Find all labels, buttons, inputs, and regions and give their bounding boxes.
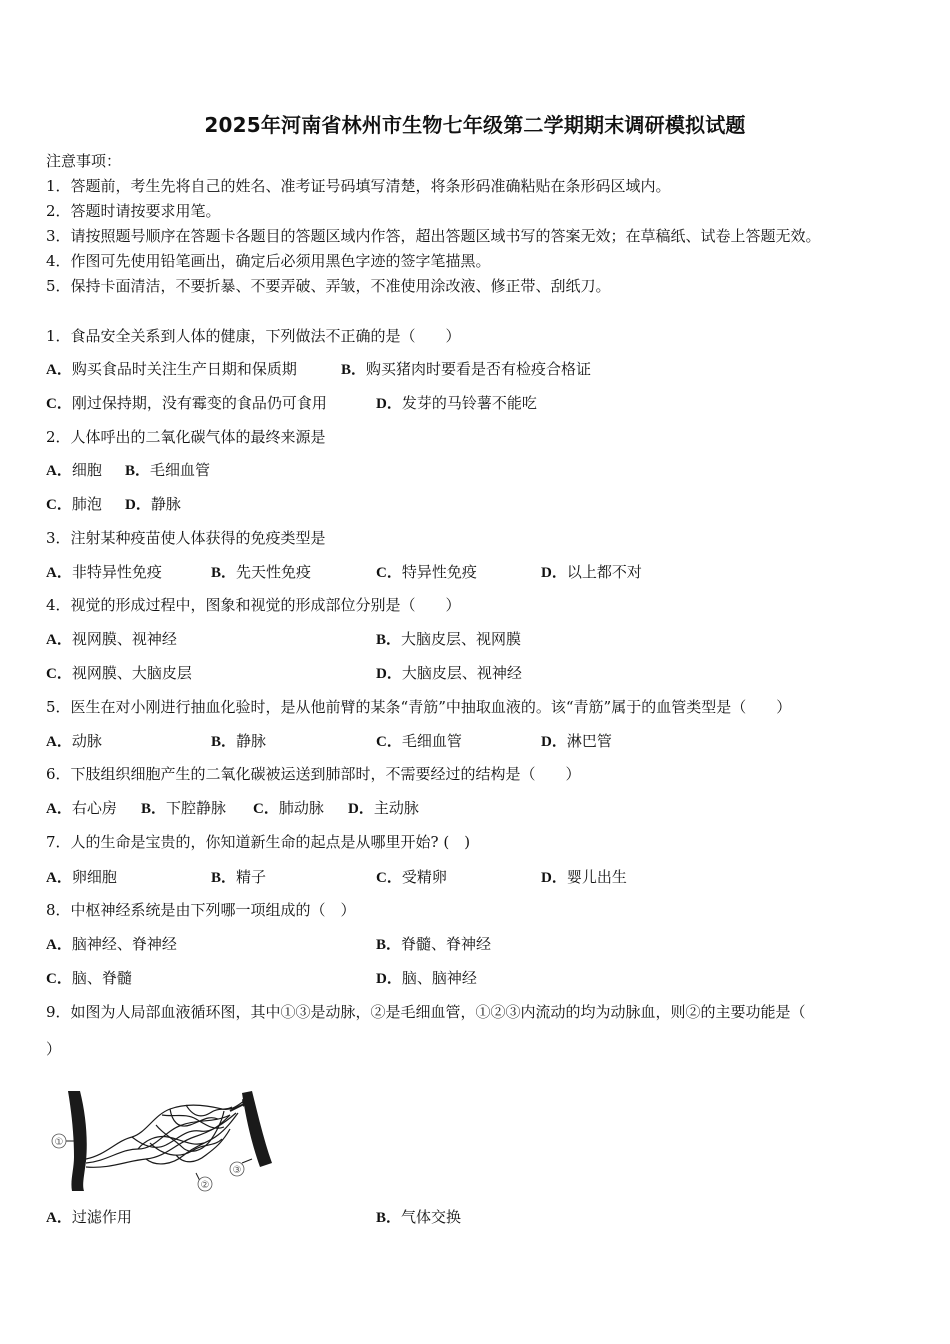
option-c[interactable]: C．肺动脉	[253, 799, 324, 817]
option-a[interactable]: A．动脉	[46, 732, 102, 750]
figure-label-2: ②	[200, 1180, 210, 1191]
option-c[interactable]: C．毛细血管	[376, 732, 462, 750]
option-d[interactable]: D．大脑皮层、视神经	[376, 664, 522, 682]
question-9-stem-continuation: ）	[46, 1040, 62, 1058]
question-1-stem: 1．食品安全关系到人体的健康，下列做法不正确的是（ ）	[46, 327, 461, 345]
capillary-network	[86, 1101, 244, 1167]
option-a[interactable]: A．视网膜、视神经	[46, 630, 177, 648]
option-b[interactable]: B．气体交换	[376, 1208, 462, 1226]
option-b[interactable]: B．下腔静脉	[141, 799, 227, 817]
option-a[interactable]: A．购买食品时关注生产日期和保质期	[46, 360, 297, 378]
option-c[interactable]: C．肺泡	[46, 495, 102, 513]
option-c[interactable]: C．刚过保持期，没有霉变的食品仍可食用	[46, 394, 327, 412]
option-d[interactable]: D．主动脉	[348, 799, 419, 817]
notice-item: 4．作图可先使用铅笔画出，确定后必须用黑色字迹的签字笔描黑。	[46, 252, 491, 270]
option-b[interactable]: B．大脑皮层、视网膜	[376, 630, 522, 648]
option-b[interactable]: B．精子	[211, 868, 267, 886]
question-4-stem: 4．视觉的形成过程中，图象和视觉的形成部位分别是（ ）	[46, 596, 461, 614]
notice-item: 2．答题时请按要求用笔。	[46, 202, 221, 220]
option-b[interactable]: B．毛细血管	[125, 461, 211, 479]
notice-heading: 注意事项：	[46, 152, 122, 170]
option-d[interactable]: D．脑、脑神经	[376, 969, 477, 987]
option-c[interactable]: C．特异性免疫	[376, 563, 477, 581]
option-b[interactable]: B．购买猪肉时要看是否有检疫合格证	[341, 360, 592, 378]
question-9-stem: 9．如图为人局部血液循环图，其中①③是动脉，②是毛细血管，①②③内流动的均为动脉血，则②的主要功能是（	[46, 1003, 806, 1021]
option-a[interactable]: A．过滤作用	[46, 1208, 132, 1226]
blood-circulation-figure	[46, 1085, 286, 1195]
option-c[interactable]: C．视网膜、大脑皮层	[46, 664, 192, 682]
option-b[interactable]: B．先天性免疫	[211, 563, 312, 581]
option-a[interactable]: A．脑神经、脊神经	[46, 935, 177, 953]
question-6-stem: 6．下肢组织细胞产生的二氧化碳被运送到肺部时，不需要经过的结构是（ ）	[46, 765, 581, 783]
option-a[interactable]: A．细胞	[46, 461, 102, 479]
notice-item: 1．答题前，考生先将自己的姓名、准考证号码填写清楚，将条形码准确粘贴在条形码区域内。	[46, 177, 671, 195]
option-c[interactable]: C．受精卵	[376, 868, 447, 886]
option-a[interactable]: A．右心房	[46, 799, 117, 817]
question-7-stem: 7．人的生命是宝贵的，你知道新生命的起点是从哪里开始? ( )	[46, 833, 471, 851]
option-a[interactable]: A．卵细胞	[46, 868, 117, 886]
option-b[interactable]: B．脊髓、脊神经	[376, 935, 492, 953]
option-a[interactable]: A．非特异性免疫	[46, 563, 162, 581]
question-3-stem: 3．注射某种疫苗使人体获得的免疫类型是	[46, 529, 326, 547]
figure-label-3: ③	[232, 1165, 242, 1176]
question-5-stem: 5．医生在对小刚进行抽血化验时，是从他前臂的某条“青筋”中抽取血液的。该“青筋”属于的血管类型是（ ）	[46, 698, 792, 716]
notice-item: 5．保持卡面清洁，不要折暴、不要弄破、弄皱，不准使用涂改液、修正带、刮纸刀。	[46, 277, 611, 295]
figure-label-1: ①	[54, 1137, 64, 1148]
page-title: 2025年河南省林州市生物七年级第二学期期末调研模拟试题	[204, 113, 746, 137]
option-d[interactable]: D．静脉	[125, 495, 181, 513]
option-c[interactable]: C．脑、脊髓	[46, 969, 132, 987]
question-8-stem: 8．中枢神经系统是由下列哪一项组成的（ ）	[46, 901, 356, 919]
option-d[interactable]: D．发芽的马铃薯不能吃	[376, 394, 537, 412]
notice-item: 3．请按照题号顺序在答题卡各题目的答题区域内作答，超出答题区域书写的答案无效；在草稿纸、试卷上答题无效。	[46, 227, 821, 245]
option-b[interactable]: B．静脉	[211, 732, 267, 750]
question-2-stem: 2．人体呼出的二氧化碳气体的最终来源是	[46, 428, 326, 446]
option-d[interactable]: D．以上都不对	[541, 563, 642, 581]
option-d[interactable]: D．淋巴管	[541, 732, 612, 750]
leader-line	[242, 1159, 252, 1163]
option-d[interactable]: D．婴儿出生	[541, 868, 627, 886]
